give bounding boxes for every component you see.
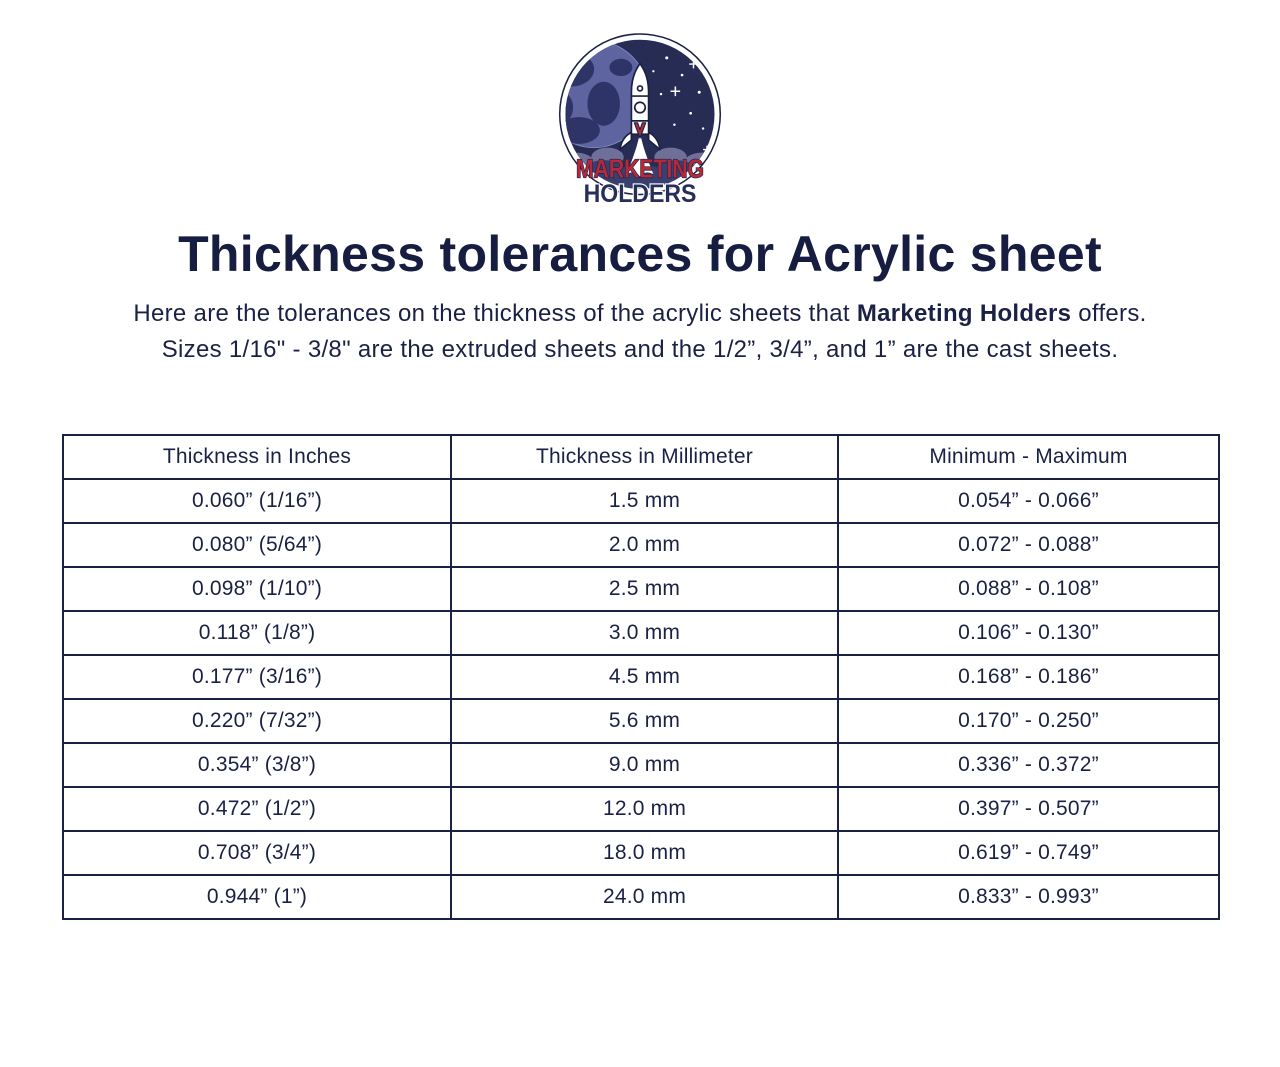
- header-min-max: Minimum - Maximum: [838, 435, 1219, 479]
- cell-thickness-mm: 12.0 mm: [451, 787, 838, 831]
- header-thickness-millimeter: Thickness in Millimeter: [451, 435, 838, 479]
- table-row: [63, 875, 1219, 919]
- intro-brand-bold: Marketing Holders: [856, 300, 1072, 327]
- cell-min-max: 0.336” - 0.372”: [838, 743, 1219, 787]
- logo-brand-line1: MARKETING: [575, 155, 705, 184]
- cell-thickness-inches: 0.118” (1/8”): [63, 611, 451, 655]
- cell-thickness-mm: 4.5 mm: [451, 655, 838, 699]
- cell-thickness-inches: 0.354” (3/8”): [63, 743, 451, 787]
- table-row: [63, 611, 1219, 655]
- cell-thickness-mm: 3.0 mm: [451, 611, 838, 655]
- cell-thickness-inches: 0.708” (3/4”): [63, 831, 451, 875]
- marketing-holders-logo: [554, 33, 726, 205]
- cell-min-max: 0.054” - 0.066”: [838, 479, 1219, 523]
- cell-thickness-mm: 24.0 mm: [451, 875, 838, 919]
- cell-thickness-inches: 0.472” (1/2”): [63, 787, 451, 831]
- intro-line1-part1: Here are the tolerances on the thickness of the acrylic sheets that: [133, 300, 857, 327]
- table-row: [63, 699, 1219, 743]
- logo-brand-line2: HOLDERS: [583, 181, 697, 205]
- intro-line2: Sizes 1/16" - 3/8" are the extruded sheets and the 1/2”, 3/4”, and 1” are the cast sheets.: [161, 336, 1119, 363]
- table-row: [63, 567, 1219, 611]
- cell-thickness-mm: 1.5 mm: [451, 479, 838, 523]
- table-row: [63, 655, 1219, 699]
- cell-thickness-inches: 0.080” (5/64”): [63, 523, 451, 567]
- cell-thickness-mm: 18.0 mm: [451, 831, 838, 875]
- cell-min-max: 0.168” - 0.186”: [838, 655, 1219, 699]
- cell-min-max: 0.619” - 0.749”: [838, 831, 1219, 875]
- table-row: [63, 831, 1219, 875]
- cell-thickness-mm: 5.6 mm: [451, 699, 838, 743]
- cell-min-max: 0.072” - 0.088”: [838, 523, 1219, 567]
- cell-thickness-inches: 0.177” (3/16”): [63, 655, 451, 699]
- intro-text: [50, 296, 1230, 368]
- cell-thickness-mm: 9.0 mm: [451, 743, 838, 787]
- header-thickness-inches: Thickness in Inches: [63, 435, 451, 479]
- cell-thickness-inches: 0.944” (1”): [63, 875, 451, 919]
- cell-thickness-mm: 2.0 mm: [451, 523, 838, 567]
- cell-min-max: 0.397” - 0.507”: [838, 787, 1219, 831]
- intro-line1-part2: offers.: [1071, 300, 1147, 327]
- table-row: [63, 743, 1219, 787]
- logo-container: [0, 33, 1280, 205]
- cell-thickness-inches: 0.220” (7/32”): [63, 699, 451, 743]
- cell-thickness-inches: 0.060” (1/16”): [63, 479, 451, 523]
- cell-min-max: 0.088” - 0.108”: [838, 567, 1219, 611]
- tolerance-table: [62, 434, 1220, 920]
- cell-min-max: 0.833” - 0.993”: [838, 875, 1219, 919]
- cell-min-max: 0.170” - 0.250”: [838, 699, 1219, 743]
- cell-min-max: 0.106” - 0.130”: [838, 611, 1219, 655]
- table-container: [62, 434, 1218, 920]
- cell-thickness-inches: 0.098” (1/10”): [63, 567, 451, 611]
- table-row: [63, 787, 1219, 831]
- table-row: [63, 479, 1219, 523]
- cell-thickness-mm: 2.5 mm: [451, 567, 838, 611]
- table-row: [63, 523, 1219, 567]
- table-header-row: [63, 435, 1219, 479]
- page-title: Thickness tolerances for Acrylic sheet: [178, 226, 1102, 282]
